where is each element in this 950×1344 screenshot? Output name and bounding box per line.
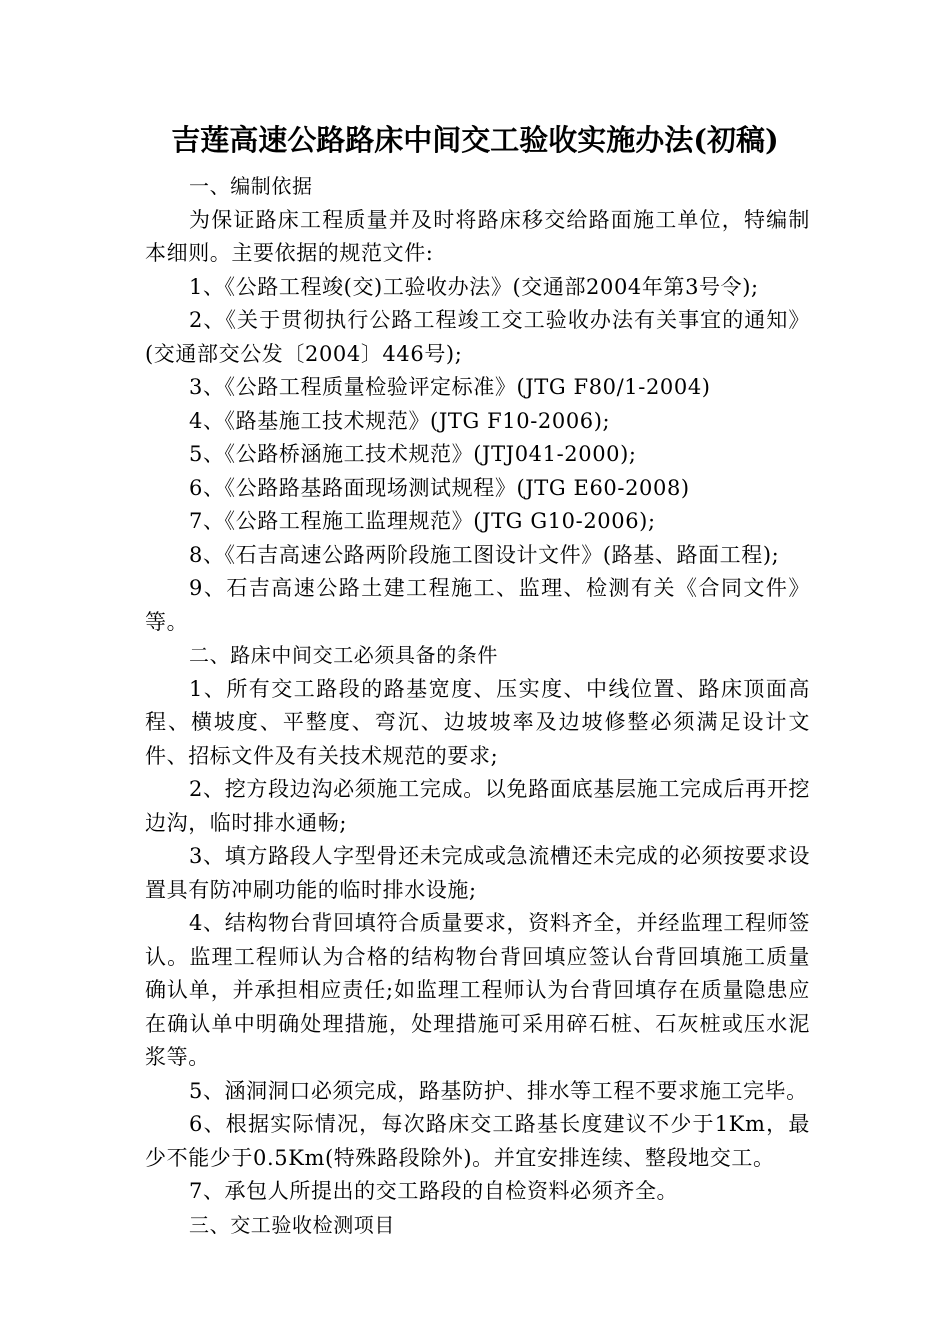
condition-item-7: 7、承包人所提出的交工路段的自检资料必须齐全。 (189, 1179, 679, 1203)
condition-item-4: 4、结构物台背回填符合质量要求，资料齐全，并经监理工程师签认。监理工程师认为合格的结构物台背回填应签认台背回填施工质量确认单，并承担相应责任;如监理工程师认为台背回填存在质量隐患应在确认单中明确处理措施，处理措施可采用碎石桩、石灰桩或压水泥浆等。 (145, 911, 810, 1069)
condition-item-1: 1、所有交工路段的路基宽度、压实度、中线位置、路床顶面高程、横坡度、平整度、弯沉、边坡坡率及边坡修整必须满足设计文件、招标文件及有关技术规范的要求; (145, 676, 810, 768)
condition-item-3: 3、填方路段人字型骨还未完成或急流槽还未完成的必须按要求设置具有防冲刷功能的临时排水设施; (145, 844, 810, 902)
reference-item-9: 9、石吉高速公路土建工程施工、监理、检测有关《合同文件》等。 (145, 576, 810, 634)
reference-item-5: 5、《公路桥涵施工技术规范》(JTJ041-2000); (189, 442, 637, 466)
paragraph-intro: 为保证路床工程质量并及时将路床移交给路面施工单位，特编制本细则。主要依据的规范文件: (145, 207, 810, 265)
condition-item-5: 5、涵洞洞口必须完成，路基防护、排水等工程不要求施工完毕。 (189, 1078, 808, 1103)
section-heading-2: 二、路床中间交工必须具备的条件 (189, 643, 498, 667)
reference-item-1: 1、《公路工程竣(交)工验收办法》(交通部2004年第3号令); (189, 274, 759, 299)
reference-item-3: 3、《公路工程质量检验评定标准》(JTG F80/1-2004) (189, 375, 711, 399)
reference-item-4: 4、《路基施工技术规范》(JTG F10-2006); (189, 408, 611, 433)
reference-item-6: 6、《公路路基路面现场测试规程》(JTG E60-2008) (189, 475, 690, 500)
condition-item-6: 6、根据实际情况，每次路床交工路基长度建议不少于1Km，最少不能少于0.5Km(特殊路段除外)。并宜安排连续、整段地交工。 (145, 1112, 810, 1170)
document-body (145, 170, 810, 1242)
section-heading-1: 一、编制依据 (189, 174, 313, 198)
condition-item-2: 2、挖方段边沟必须施工完成。以免路面底基层施工完成后再开挖边沟，临时排水通畅; (145, 777, 810, 835)
reference-item-7: 7、《公路工程施工监理规范》(JTG G10-2006); (189, 509, 656, 533)
reference-item-2: 2、《关于贯彻执行公路工程竣工交工验收办法有关事宜的通知》(交通部交公发〔2004〕446号); (145, 308, 810, 366)
reference-item-8: 8、《石吉高速公路两阶段施工图设计文件》(路基、路面工程); (189, 542, 780, 567)
section-heading-3: 三、交工验收检测项目 (189, 1212, 395, 1237)
document-title: 吉莲高速公路路床中间交工验收实施办法(初稿) (171, 123, 779, 157)
